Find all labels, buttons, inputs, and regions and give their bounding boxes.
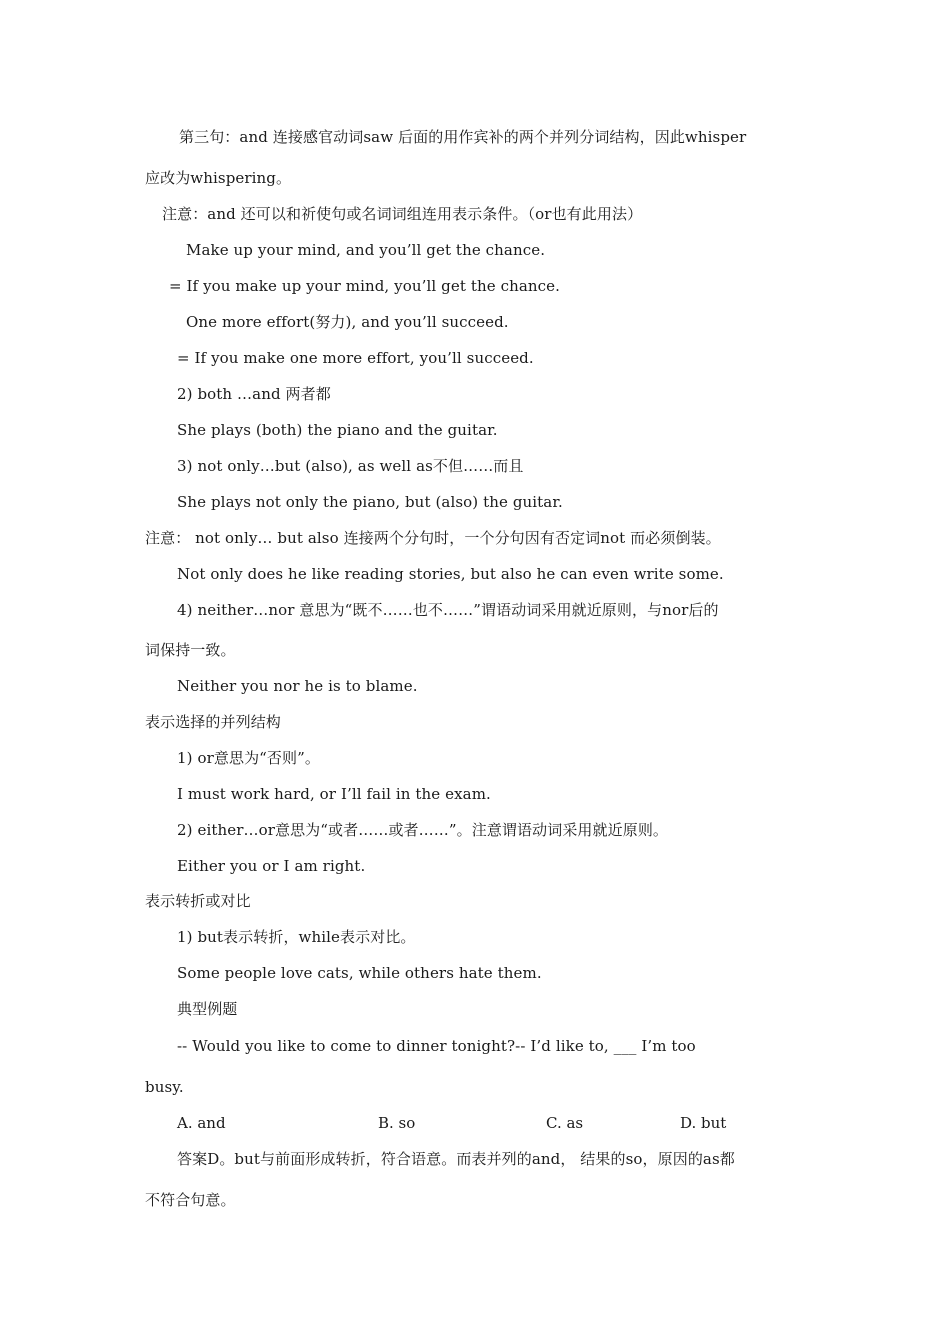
rule-heading: 1) but表示转折，while表示对比。 (177, 928, 416, 946)
question-text: -- Would you like to come to dinner tonight?-- I’d like to, ___ I’m too (177, 1037, 696, 1055)
example-sentence: Neither you nor he is to blame. (177, 677, 418, 695)
note-line: 注意： not only… but also 连接两个分句时，一个分句因有否定词not 而必须倒装。 (145, 529, 721, 547)
text-line: 词保持一致。 (145, 641, 236, 659)
example-sentence: = If you make up your mind, you’ll get the chance. (169, 277, 560, 295)
example-sentence: Not only does he like reading stories, but also he can even write some. (177, 565, 724, 583)
answer-explanation: 不符合句意。 (145, 1191, 236, 1209)
section-heading: 表示转折或对比 (145, 892, 251, 910)
example-sentence: Either you or I am right. (177, 857, 366, 875)
example-sentence: She plays (both) the piano and the guitar. (177, 421, 498, 439)
question-text: busy. (145, 1078, 184, 1096)
rule-heading: 1) or意思为“否则”。 (177, 749, 321, 767)
example-sentence: = If you make one more effort, you’ll succeed. (177, 349, 534, 367)
note-line: 注意：and 还可以和祈使句或名词词组连用表示条件。（or也有此用法） (162, 205, 643, 223)
text-line: 第三句：and 连接感官动词saw 后面的用作宾补的两个并列分词结构，因此whisper (179, 128, 747, 146)
answer-explanation: 答案D。but与前面形成转折，符合语意。而表并列的and， 结果的so，原因的as都 (177, 1150, 735, 1168)
example-sentence: One more effort(努力), and you’ll succeed. (186, 313, 509, 331)
rule-heading: 4) neither…nor 意思为“既不……也不……”谓语动词采用就近原则，与nor后的 (177, 601, 719, 619)
example-sentence: She plays not only the piano, but (also) the guitar. (177, 493, 563, 511)
rule-heading: 2) both …and 两者都 (177, 385, 331, 403)
rule-heading: 3) not only…but (also), as well as不但……而且 (177, 457, 524, 475)
answer-option: A. and (177, 1114, 226, 1132)
answer-option: D. but (680, 1114, 727, 1132)
answer-option: B. so (378, 1114, 416, 1132)
section-heading: 表示选择的并列结构 (145, 713, 281, 731)
rule-heading: 2) either…or意思为“或者……或者……”。注意谓语动词采用就近原则。 (177, 821, 669, 839)
example-sentence: Some people love cats, while others hate them. (177, 964, 542, 982)
example-heading: 典型例题 (177, 1000, 238, 1018)
answer-option: C. as (546, 1114, 584, 1132)
example-sentence: I must work hard, or I’ll fail in the exam. (177, 785, 491, 803)
example-sentence: Make up your mind, and you’ll get the chance. (186, 241, 546, 259)
text-line: 应改为whispering。 (145, 169, 292, 187)
